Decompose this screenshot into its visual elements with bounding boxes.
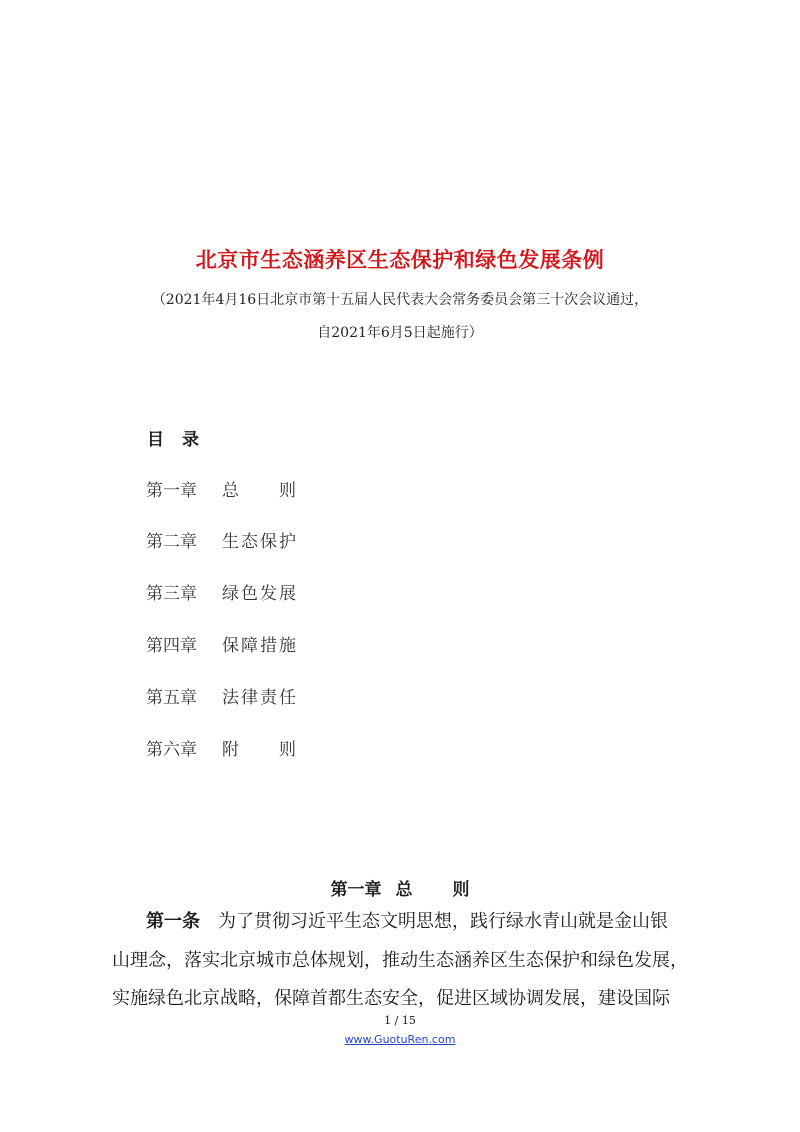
toc-item — [146, 631, 296, 656]
website-link[interactable]: www.GuotuRen.com — [344, 1033, 456, 1046]
adoption-note-line-1: （2021年4月16日北京市第十五届人民代表大会常务委员会第三十次会议通过， — [151, 292, 649, 308]
article-text: 为了贯彻习近平生态文明思想，践行绿水青山就是金山银 — [218, 911, 668, 932]
toc-chapter-number: 第二章 — [146, 532, 197, 552]
toc-item — [146, 476, 296, 501]
chapter-heading — [0, 875, 800, 900]
toc-chapter-name: 法律责任 — [222, 688, 296, 708]
toc-chapter-number: 第四章 — [146, 636, 197, 656]
toc-item — [146, 527, 296, 552]
article-text-line: 实施绿色北京战略，保障首都生态安全，促进区域协调发展，建设国际 — [112, 988, 670, 1009]
page-number: 1 / 15 — [384, 1014, 416, 1027]
toc-chapter-number: 第六章 — [146, 740, 197, 760]
article-text-line — [146, 907, 668, 933]
toc-chapter-number: 第一章 — [146, 481, 197, 501]
toc-item — [146, 683, 296, 708]
toc-chapter-name: 生态保护 — [222, 532, 296, 552]
toc-chapter-name: 总则 — [222, 481, 296, 501]
adoption-note-line-2: 自2021年6月5日起施行） — [317, 325, 483, 341]
toc-chapter-name: 绿色发展 — [222, 584, 296, 604]
chapter-number: 第一章 — [330, 880, 382, 900]
toc-chapter-name: 保障措施 — [222, 636, 296, 656]
chapter-name-part: 则 — [452, 880, 470, 900]
toc-chapter-number: 第三章 — [146, 584, 197, 604]
toc-chapter-number: 第五章 — [146, 688, 197, 708]
article-text-line: 山理念，落实北京城市总体规划，推动生态涵养区生态保护和绿色发展， — [112, 950, 688, 971]
toc-item — [146, 579, 296, 604]
chapter-name-part: 总 — [395, 880, 413, 900]
toc-chapter-name: 附则 — [222, 740, 296, 760]
toc-heading: 目录 — [147, 430, 217, 450]
toc-item — [146, 735, 296, 760]
document-title: 北京市生态涵养区生态保护和绿色发展条例 — [195, 248, 605, 272]
article-label: 第一条 — [146, 911, 200, 932]
